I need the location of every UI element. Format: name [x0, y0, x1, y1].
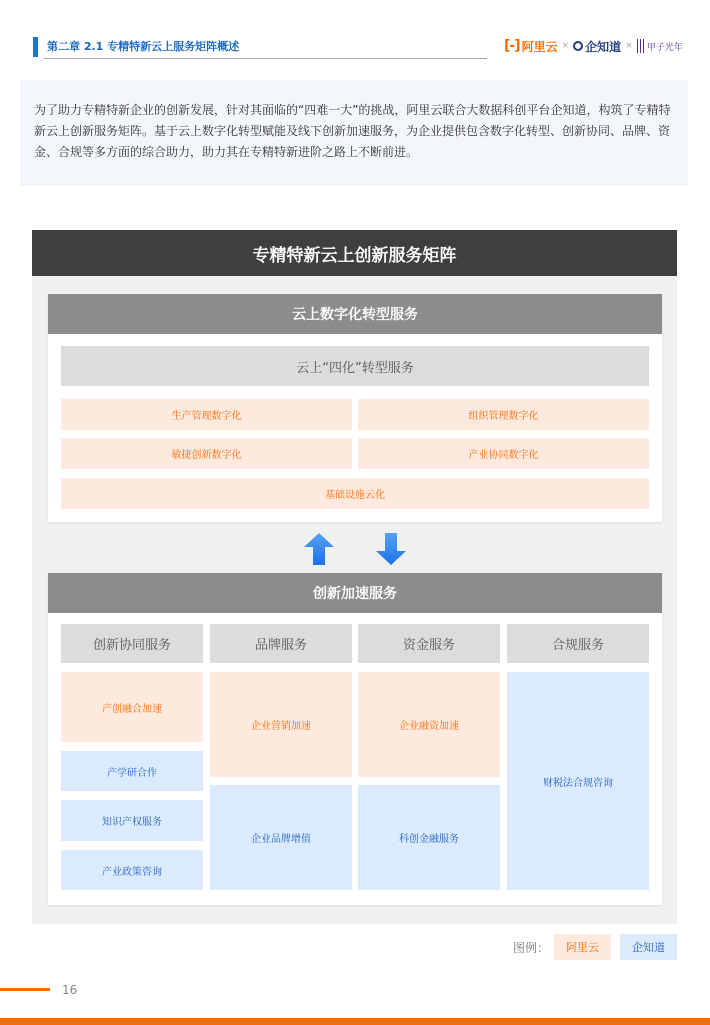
qizhidao-logo: [573, 38, 621, 55]
section-marker: [33, 37, 38, 57]
qizhidao-logo-text: 企知道: [585, 39, 622, 54]
intro-paragraph: 为了助力专精特新企业的创新发展，针对其面临的“四难一大”的挑战，阿里云联合大数据科创平台企知道，构筑了专精特新云上创新服务矩阵。基于云上数字化转型赋能及线下创新加速服务，为企业提供包含数字化转型、创新协同、品牌、资金、合规等多方面的综合助力，助力其在专精特新进阶之路上不断前进。: [34, 103, 671, 159]
digital-item: 产业协同数字化: [358, 438, 649, 469]
acceleration-panel-title: 创新加速服务: [48, 573, 662, 613]
logo-separator: ×: [625, 41, 633, 51]
digital-item: 组织管理数字化: [358, 399, 649, 430]
aliyun-logo-text: 阿里云: [521, 39, 558, 54]
legend-qizhidao: 企知道: [620, 934, 677, 960]
chapter-title: 第二章 2.1 专精特新云上服务矩阵概述: [47, 40, 240, 53]
page-number: 16: [62, 983, 78, 997]
innovation-item: 产学研合作: [61, 751, 203, 791]
legend-aliyun: 阿里云: [554, 934, 611, 960]
page-number-accent: [0, 988, 50, 991]
funding-item: 科创金融服务: [358, 785, 500, 890]
partner-logos: [504, 36, 683, 56]
column-header-compliance: 合规服务: [507, 624, 649, 663]
compliance-item: 财税法合规咨询: [507, 672, 649, 890]
aliyun-logo-icon: [-]: [504, 38, 520, 54]
innovation-item: 产业政策咨询: [61, 850, 203, 890]
column-header-brand: 品牌服务: [210, 624, 352, 663]
jiazi-logo-icon: [637, 39, 645, 53]
intro-box: [20, 80, 688, 186]
infrastructure-item: 基础设施云化: [61, 478, 649, 509]
jiazi-logo: [637, 39, 683, 53]
jiazi-logo-text: 甲子光年: [646, 42, 683, 53]
aliyun-logo: [504, 38, 558, 55]
four-transformation-header: 云上“四化”转型服务: [61, 346, 649, 386]
legend-label: 图例：: [513, 941, 550, 955]
brand-item: 企业营销加速: [210, 672, 352, 777]
arrow-up-icon: [304, 533, 334, 565]
digital-item: 敏捷创新数字化: [61, 438, 352, 469]
funding-item: 企业融资加速: [358, 672, 500, 777]
brand-item: 企业品牌增值: [210, 785, 352, 890]
column-header-innovation: 创新协同服务: [61, 624, 203, 663]
innovation-item: 知识产权服务: [61, 800, 203, 841]
footer-bar: [0, 1018, 710, 1025]
qizhidao-logo-icon: [573, 41, 583, 51]
digital-item: 生产管理数字化: [61, 399, 352, 430]
innovation-item: 产创融合加速: [61, 672, 203, 742]
matrix-title: 专精特新云上创新服务矩阵: [32, 230, 677, 276]
arrow-down-icon: [376, 533, 406, 565]
column-header-funding: 资金服务: [358, 624, 500, 663]
digital-panel-title: 云上数字化转型服务: [48, 294, 662, 334]
header-divider: [44, 58, 487, 59]
logo-separator: ×: [561, 41, 570, 51]
